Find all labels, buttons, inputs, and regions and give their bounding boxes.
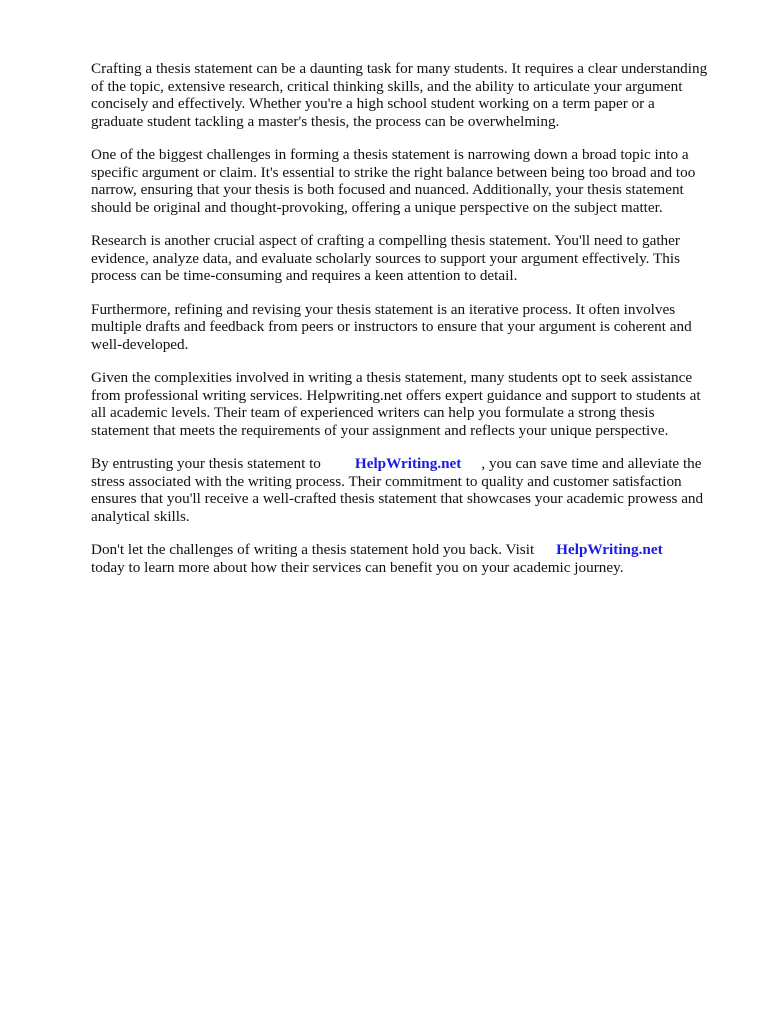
paragraph-1: Crafting a thesis statement can be a daunting task for many students. It requires a clear understanding of the topic, extensive research, critical thinking skills, and the ability to articulate your argument concisely and effectively. Whether you're a high school student working on a term paper or a graduate student tackling a master's thesis, the process can be overwhelming. [91,60,708,130]
paragraph-7-lead: Don't let the challenges of writing a thesis statement hold you back. Visit [91,541,535,558]
paragraph-2: One of the biggest challenges in forming a thesis statement is narrowing down a broad topic into a specific argument or claim. It's essential to strike the right balance between being too broad and too narrow, ensuring that your thesis is both focused and nuanced. Additionally, your thesis statement should be original and thought-provoking, offering a unique perspective on the subject matter. [91,146,696,216]
paragraph-4: Furthermore, refining and revising your thesis statement is an iterative process. It often involves multiple drafts and feedback from peers or instructors to ensure that your argument is coherent and well-developed. [91,300,692,353]
paragraph-5: Given the complexities involved in writing a thesis statement, many students opt to seek assistance from professional writing services. Helpwriting.net offers expert guidance and support to students at all academic levels. Their team of experienced writers can help you formulate a strong thesis statement that meets the requirements of your assignment and reflects your unique perspective. [91,369,701,439]
paragraph-6-lead: By entrusting your thesis statement to [91,455,321,472]
document-body [91,60,731,592]
helpwriting-link-1[interactable]: HelpWriting.net [354,455,462,472]
paragraph-6-rest: stress associated with the writing process. Their commitment to quality and customer satisfaction ensures that you'll receive a well-crafted thesis statement that showcases your academic prowess and analytical skills. [91,472,704,525]
paragraph-7 [91,541,731,576]
paragraph-6-tail: , you can save time and alleviate the [481,455,702,472]
helpwriting-link-2[interactable]: HelpWriting.net [556,541,663,558]
paragraph-7-rest: today to learn more about how their services can benefit you on your academic journey. [91,558,624,576]
paragraph-3: Research is another crucial aspect of crafting a compelling thesis statement. You'll need to gather evidence, analyze data, and evaluate scholarly sources to support your argument effectively. This process can be time-consuming and requires a keen attention to detail. [91,232,681,284]
paragraph-6 [91,455,731,525]
